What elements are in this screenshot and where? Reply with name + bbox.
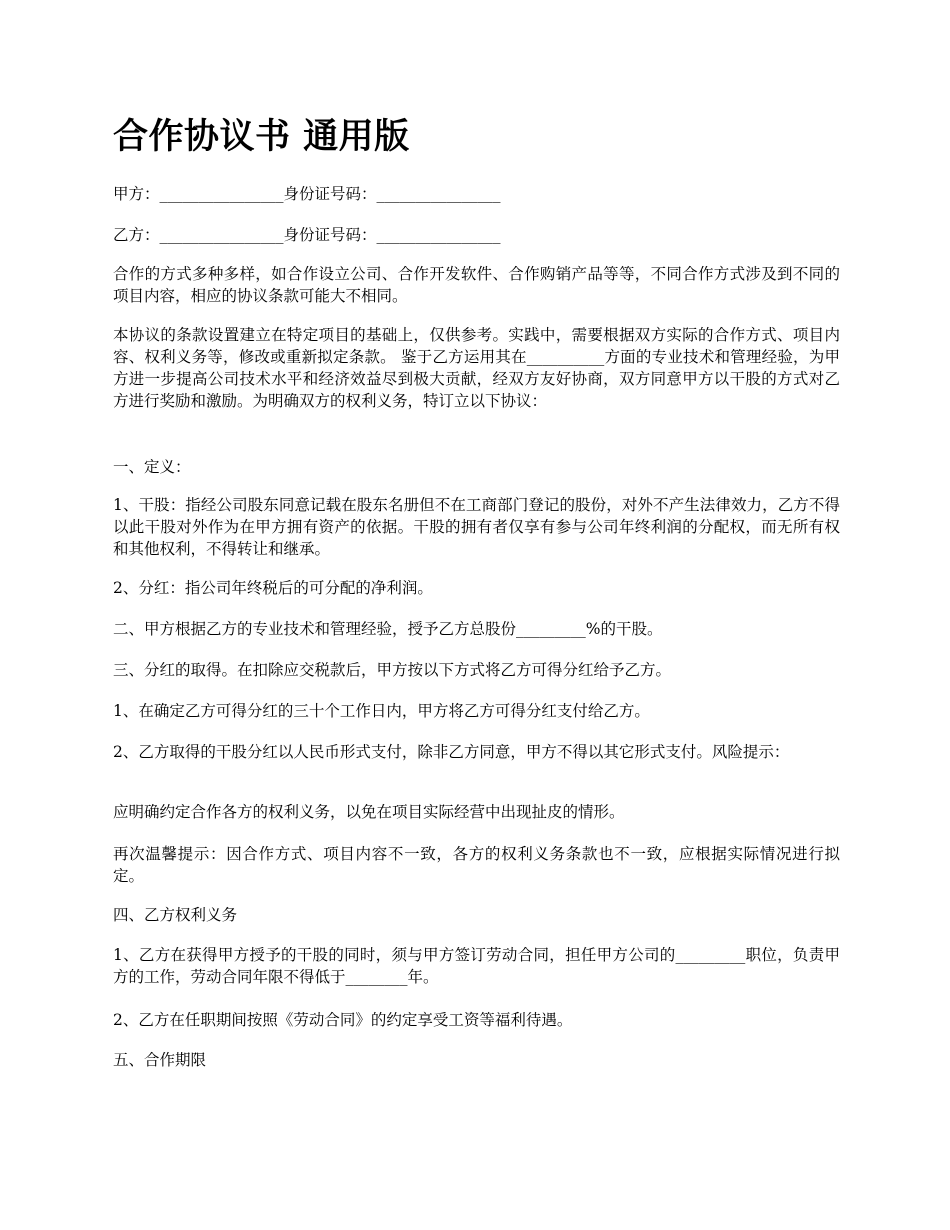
section-heading-dividend-receipt: 三、分红的取得。在扣除应交税款后，甲方按以下方式将乙方可得分红给予乙方。 bbox=[113, 661, 672, 679]
section-heading-share-grant: 二、甲方根据乙方的专业技术和管理经验，授予乙方总股份_________%的干股。 bbox=[113, 620, 663, 638]
clause-dry-shares: 1、干股：指经公司股东同意记载在股东名册但不在工商部门登记的股份，对外不产生法律效力，乙方不得以此干股对外作为在甲方拥有资产的依据。干股的拥有者仅享有参与公司年终利润的分配权，而无所有权和其他权利，不得转让和继承。 bbox=[113, 496, 840, 558]
preamble-paragraph: 本协议的条款设置建立在特定项目的基础上，仅供参考。实践中，需要根据双方实际的合作方式、项目内容、权利义务等，修改或重新拟定条款。 鉴于乙方运用其在__________方面的专业技术和管理经验，为甲方进一步提高公司技术水平和经济效益尽到极大贡献，经双方友好协商，双方同意甲方以干股的方式对乙方进行奖励和激励。为明确双方的权利义务，特订立以下协议： bbox=[113, 326, 840, 410]
clause-payment-timing: 1、在确定乙方可得分红的三十个工作日内，甲方将乙方可得分红支付给乙方。 bbox=[113, 702, 650, 720]
section-heading-term: 五、合作期限 bbox=[113, 1051, 207, 1069]
reminder-note: 再次温馨提示：因合作方式、项目内容不一致，各方的权利义务条款也不一致，应根据实际情况进行拟定。 bbox=[113, 845, 840, 885]
party-b-line: 乙方：________________身份证号码：________________ bbox=[113, 226, 501, 244]
section-heading-definitions: 一、定义： bbox=[113, 458, 191, 476]
clause-benefits: 2、乙方在任职期间按照《劳动合同》的约定享受工资等福利待遇。 bbox=[113, 1011, 573, 1029]
clause-labor-contract: 1、乙方在获得甲方授予的干股的同时，须与甲方签订劳动合同，担任甲方公司的_________职位，负责甲方的工作，劳动合同年限不得低于________年。 bbox=[113, 946, 840, 986]
party-a-line: 甲方：________________身份证号码：________________ bbox=[113, 185, 501, 203]
clause-dividend: 2、分红：指公司年终税后的可分配的净利润。 bbox=[113, 579, 433, 597]
intro-paragraph: 合作的方式多种多样，如合作设立公司、合作开发软件、合作购销产品等等，不同合作方式涉及到不同的项目内容，相应的协议条款可能大不相同。 bbox=[113, 265, 840, 305]
document-title: 合作协议书 通用版 bbox=[113, 117, 410, 157]
section-heading-rights: 四、乙方权利义务 bbox=[113, 906, 238, 924]
clause-payment-currency: 2、乙方取得的干股分红以人民币形式支付，除非乙方同意，甲方不得以其它形式支付。风险提示： bbox=[113, 743, 790, 761]
risk-note: 应明确约定合作各方的权利义务，以免在项目实际经营中出现扯皮的情形。 bbox=[113, 803, 625, 821]
